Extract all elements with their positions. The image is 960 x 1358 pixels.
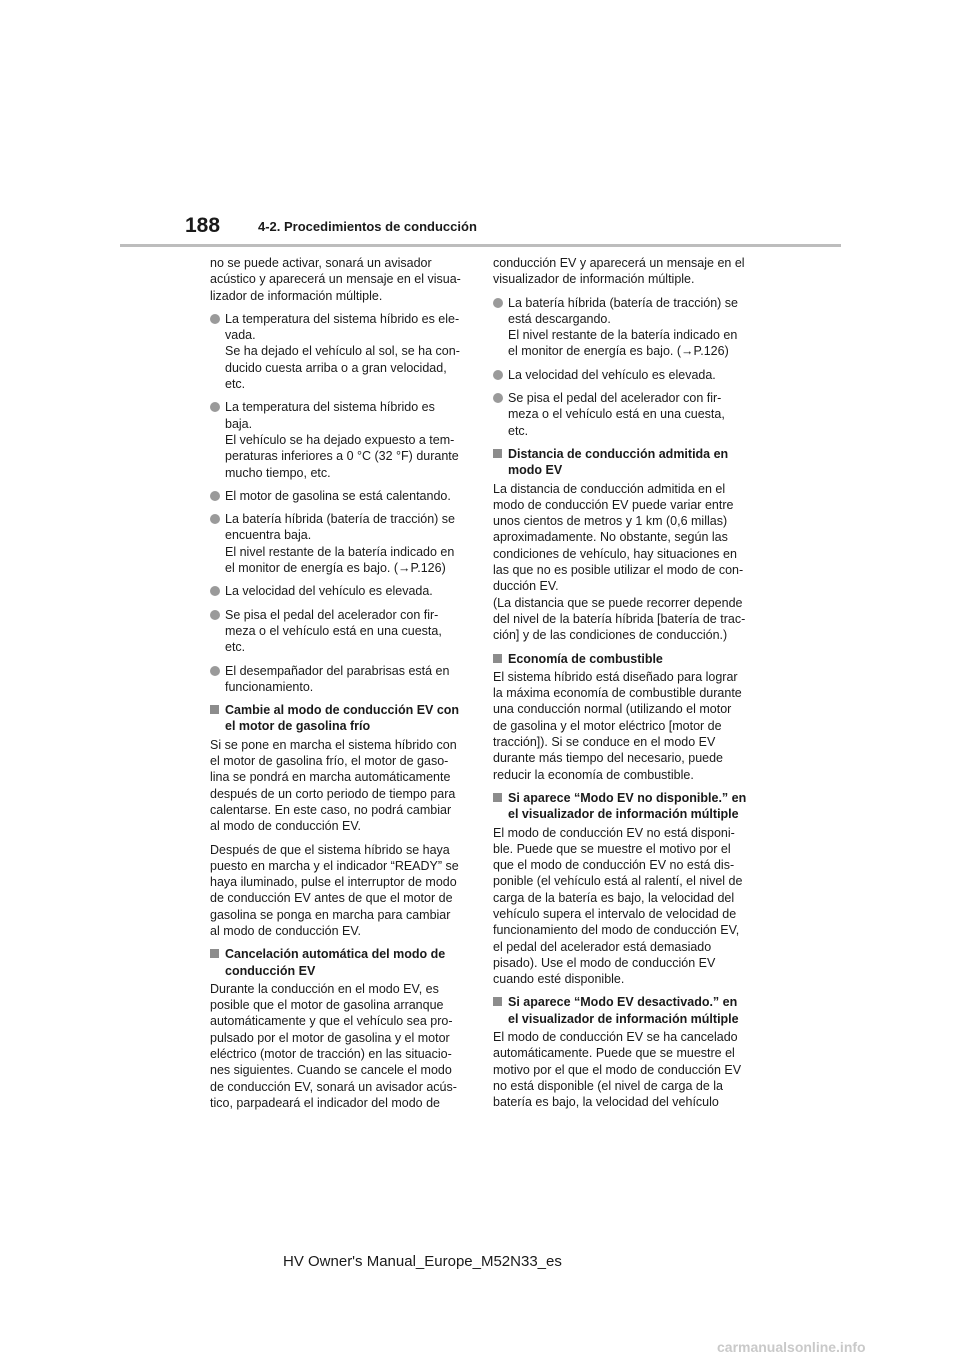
text-line: de gasolina y el motor eléctrico [motor de [493,718,722,733]
text-line: automáticamente y que el vehículo sea pro- [210,1014,453,1029]
text-line: Se ha dejado el vehículo al sol, se ha con- [225,344,460,359]
text-line: no se puede activar, sonará un avisador [210,256,432,270]
text-line: El vehículo se ha dejado expuesto a tem- [225,432,455,447]
text-line: etc. [508,423,529,438]
text-line: modo EV [508,463,563,478]
text-line: de conducción EV antes de que el motor de [210,891,453,906]
text-line: ducción EV. [493,579,559,594]
bullet-dot-icon [210,402,220,412]
watermark: carmanualsonline.info [717,1339,866,1355]
bullet-dot-icon [210,491,220,501]
text-line: La distancia de conducción admitida en el [493,481,726,496]
text-line: unos cientos de metros y 1 km (0,6 millas) [493,514,728,529]
text-line: el motor de gasolina frío [225,719,371,734]
text-line: la máxima economía de combustible durante [493,686,742,701]
text-line: ducido cuesta arriba o a gran velocidad, [225,360,447,375]
body-paragraph [493,669,750,783]
text-line: motivo por el que el modo de conducción EV [493,1062,742,1077]
heading-square-icon [493,654,502,663]
text-line: no está disponible (el nivel de carga de la [493,1078,724,1093]
heading-square-icon [493,793,502,802]
text-line: La batería híbrida (batería de tracción) se [508,295,738,310]
text-line: mucho tiempo, etc. [225,465,331,480]
text-line: El modo de conducción EV no está disponi- [493,825,735,840]
text-line: La velocidad del vehículo es elevada. [225,584,433,599]
text-line: vehículo supera el intervalo de velocidad de [493,906,737,921]
text-line: El motor de gasolina se está calentando. [225,488,451,503]
text-line: condiciones de vehículo, hay situaciones en [493,546,737,561]
text-line: que el modo de conducción EV no está dis- [493,858,735,873]
text-line: tracción]). Si se conduce en el modo EV [493,735,716,750]
body-paragraph [210,842,467,940]
section-title: 4-2. Procedimientos de conducción [258,219,477,234]
text-line: el motor de gasolina frío, el motor de gaso- [210,754,449,769]
intro-paragraph [210,255,467,304]
bullet-dot-icon [493,393,503,403]
text-line: El sistema híbrido está diseñado para lograr [493,669,738,684]
text-line: ción] y de las condiciones de conducción.) [493,628,728,643]
text-line: el monitor de energía es bajo. (→P.126) [508,344,729,359]
text-line: El modo de conducción EV se ha cancelado [493,1030,738,1045]
text-line: meza o el vehículo está en una cuesta, [225,623,442,638]
section-heading [493,790,750,823]
text-line: durante más tiempo del necesario, puede [493,751,724,766]
text-line: cuando esté disponible. [493,972,625,987]
text-line: Se pisa el pedal del acelerador con fir- [225,607,439,622]
body-paragraph [493,1029,750,1110]
text-line: al modo de conducción EV. [210,923,362,938]
text-line: Durante la conducción en el modo EV, es [210,981,439,996]
text-line: Cancelación automática del modo de [225,947,446,962]
section-heading [493,994,750,1027]
bullet-item [210,583,467,599]
text-line: visualizador de información múltiple. [493,272,695,287]
bullet-dot-icon [210,610,220,620]
text-line: conducción EV y aparecerá un mensaje en el [493,256,745,270]
body-paragraph [210,981,467,1111]
text-line: el visualizador de información múltiple [508,1011,739,1026]
text-line: modo de conducción EV puede variar entre [493,497,734,512]
intro-paragraph [493,255,750,288]
text-line: Distancia de conducción admitida en [508,446,729,461]
bullet-item [210,399,467,480]
text-line: lizador de información múltiple. [210,288,383,303]
text-line: pulsado por el motor de gasolina y el motor [210,1030,450,1045]
text-line: lina se pondrá en marcha automáticamente [210,770,451,785]
text-line: El desempañador del parabrisas está en [225,663,450,678]
bullet-dot-icon [210,514,220,524]
text-line: carga de la batería es bajo, la velocidad del [493,890,735,905]
text-line: La batería híbrida (batería de tracción) se [225,512,455,527]
section-heading [493,446,750,479]
text-line: peraturas inferiores a 0 °C (32 °F) durante [225,449,459,464]
text-line: La temperatura del sistema híbrido es ele- [225,311,460,326]
text-line: funcionamiento del modo de conducción EV, [493,923,740,938]
bullet-item [210,663,467,696]
text-line: El nivel restante de la batería indicado en [225,544,455,559]
section-heading [210,702,467,735]
text-line: (La distancia que se puede recorrer depende [493,595,743,610]
text-line: haya iluminado, pulse el interruptor de modo [210,875,457,890]
footer-manual-title: HV Owner's Manual_Europe_M52N33_es [283,1253,562,1270]
bullet-item [210,311,467,392]
bullet-dot-icon [493,370,503,380]
text-line: etc. [225,640,246,655]
text-line: gasolina se ponga en marcha para cambiar [210,907,451,922]
page-number: 188 [185,214,221,237]
text-line: La temperatura del sistema híbrido es [225,400,435,415]
text-line: después de un corto periodo de tiempo para [210,786,456,801]
text-line: baja. [225,416,253,431]
bullet-dot-icon [210,586,220,596]
text-line: acústico y aparecerá un mensaje en el visua- [210,272,461,287]
text-line: eléctrico (motor de tracción) en las situacio- [210,1047,452,1062]
text-line: batería es bajo, la velocidad del vehículo [493,1095,719,1110]
text-line: Si aparece “Modo EV no disponible.” en [508,790,747,805]
bullet-item [493,367,750,383]
text-line: aproximadamente. No obstante, según las [493,530,728,545]
heading-square-icon [210,949,219,958]
text-line: etc. [225,377,246,392]
text-line: una conducción normal (utilizando el motor [493,702,732,717]
bullet-item [210,607,467,656]
body-paragraph [210,737,467,835]
text-line: está descargando. [508,311,611,326]
bullet-dot-icon [210,666,220,676]
bullet-item [210,511,467,576]
left-column [210,255,467,1118]
text-line: Después de que el sistema híbrido se haya [210,842,450,857]
text-line: Si aparece “Modo EV desactivado.” en [508,995,738,1010]
text-line: reducir la economía de combustible. [493,767,694,782]
text-line: posible que el motor de gasolina arranque [210,998,444,1013]
text-line: Si se pone en marcha el sistema híbrido con [210,737,457,752]
right-column [493,255,750,1118]
text-line: al modo de conducción EV. [210,819,362,834]
bullet-dot-icon [210,314,220,324]
text-line: automáticamente. Puede que se muestre el [493,1046,735,1061]
text-line: puesto en marcha y el indicador “READY” se [210,858,459,873]
text-line: pisado). Use el modo de conducción EV [493,955,716,970]
text-line: de conducción EV, sonará un avisador acús- [210,1079,457,1094]
heading-square-icon [210,705,219,714]
text-line: conducción EV [225,963,316,978]
text-line: el monitor de energía es bajo. (→P.126) [225,561,446,576]
section-heading [210,946,467,979]
text-line: La velocidad del vehículo es elevada. [508,367,716,382]
text-line: el visualizador de información múltiple [508,807,739,822]
text-line: el pedal del acelerador está demasiado [493,939,712,954]
section-heading [493,651,750,667]
text-line: meza o el vehículo está en una cuesta, [508,407,725,422]
text-line: Se pisa el pedal del acelerador con fir- [508,391,722,406]
text-line: las que no es posible utilizar el modo de con- [493,563,744,578]
text-line: funcionamiento. [225,679,314,694]
heading-square-icon [493,449,502,458]
text-line: ponible (el vehículo está al ralentí, el nivel de [493,874,743,889]
bullet-item [493,295,750,360]
text-line: Economía de combustible [508,651,663,666]
heading-square-icon [493,997,502,1006]
body-paragraph [493,825,750,988]
text-line: ble. Puede que se muestre el motivo por el [493,841,731,856]
text-line: encuentra baja. [225,528,312,543]
text-line: del nivel de la batería híbrida [batería de trac- [493,611,746,626]
text-line: vada. [225,328,256,343]
text-line: tico, parpadeará el indicador del modo de [210,1095,441,1110]
header-divider [120,244,841,247]
text-line: Cambie al modo de conducción EV con [225,703,460,718]
body-paragraph [493,481,750,644]
bullet-dot-icon [493,298,503,308]
text-line: El nivel restante de la batería indicado en [508,328,738,343]
bullet-item [210,488,467,504]
text-line: nes siguientes. Cuando se cancele el modo [210,1063,452,1078]
text-line: calentarse. En este caso, no podrá cambiar [210,802,452,817]
bullet-item [493,390,750,439]
